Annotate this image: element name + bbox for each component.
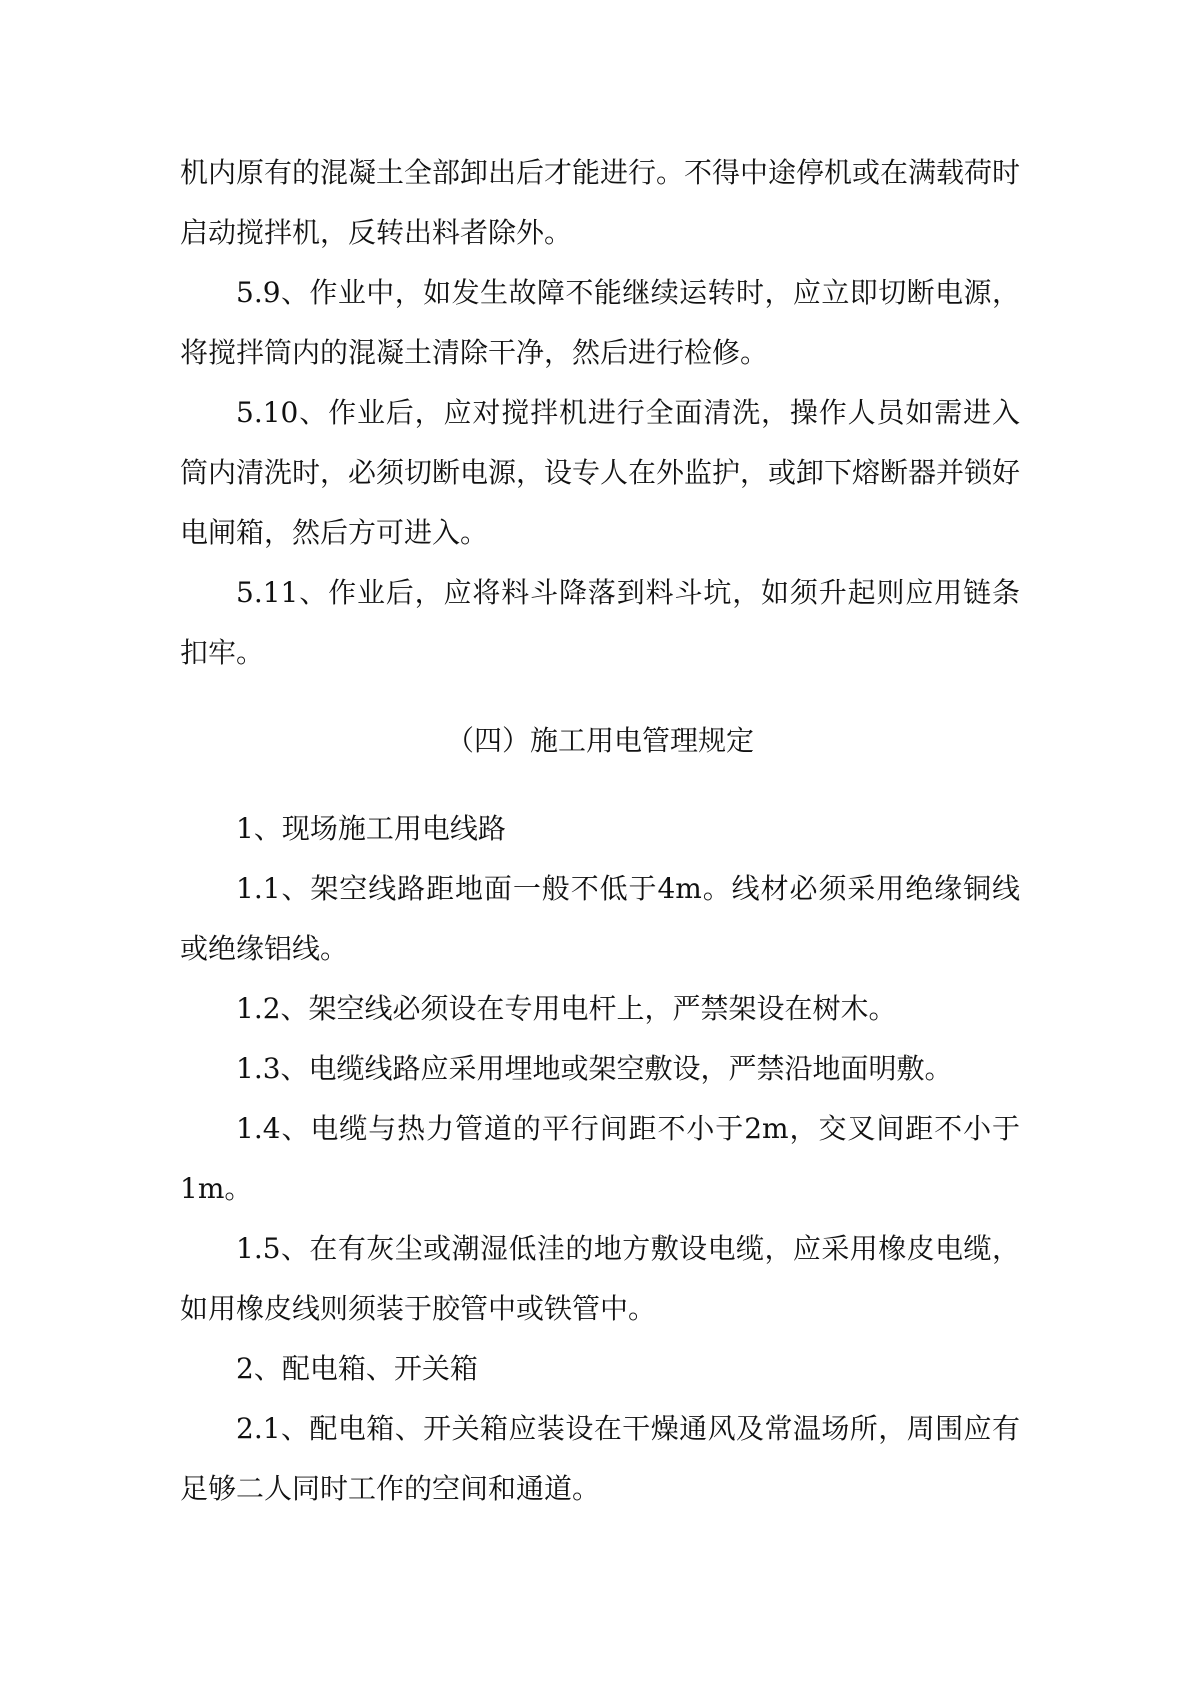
- item-1-1: 1.1、架空线路距地面一般不低于4m。线材必须采用绝缘铜线或绝缘铝线。: [180, 872, 1020, 965]
- paragraph-continuation: 机内原有的混凝土全部卸出后才能进行。不得中途停机或在满载荷时启动搅拌机，反转出料者除外。: [180, 156, 1021, 249]
- item-1: 1、现场施工用电线路: [236, 812, 506, 845]
- document-body: [180, 143, 1020, 1519]
- item-1-5: 1.5、在有灰尘或潮湿低洼的地方敷设电缆，应采用橡皮电缆，如用橡皮线则须装于胶管中或铁管中。: [180, 1232, 1020, 1325]
- item-1-2: 1.2、架空线必须设在专用电杆上，严禁架设在树木。: [236, 992, 897, 1025]
- paragraph-5-9: 5.9、作业中，如发生故障不能继续运转时，应立即切断电源，将搅拌筒内的混凝土清除干净，然后进行检修。: [180, 276, 1020, 369]
- item-2-1: 2.1、配电箱、开关箱应装设在干燥通风及常温场所，周围应有足够二人同时工作的空间和通道。: [180, 1412, 1020, 1505]
- paragraph-5-11: 5.11、作业后，应将料斗降落到料斗坑，如须升起则应用链条扣牢。: [180, 576, 1020, 669]
- paragraph-5-10: 5.10、作业后，应对搅拌机进行全面清洗，操作人员如需进入筒内清洗时，必须切断电源，设专人在外监护，或卸下熔断器并锁好电闸箱，然后方可进入。: [180, 396, 1021, 549]
- item-1-3: 1.3、电缆线路应采用埋地或架空敷设，严禁沿地面明敷。: [236, 1052, 953, 1085]
- item-1-4: 1.4、电缆与热力管道的平行间距不小于2m，交叉间距不小于1m。: [180, 1112, 1020, 1205]
- section-heading: （四）施工用电管理规定: [445, 724, 754, 757]
- item-2: 2、配电箱、开关箱: [236, 1352, 478, 1385]
